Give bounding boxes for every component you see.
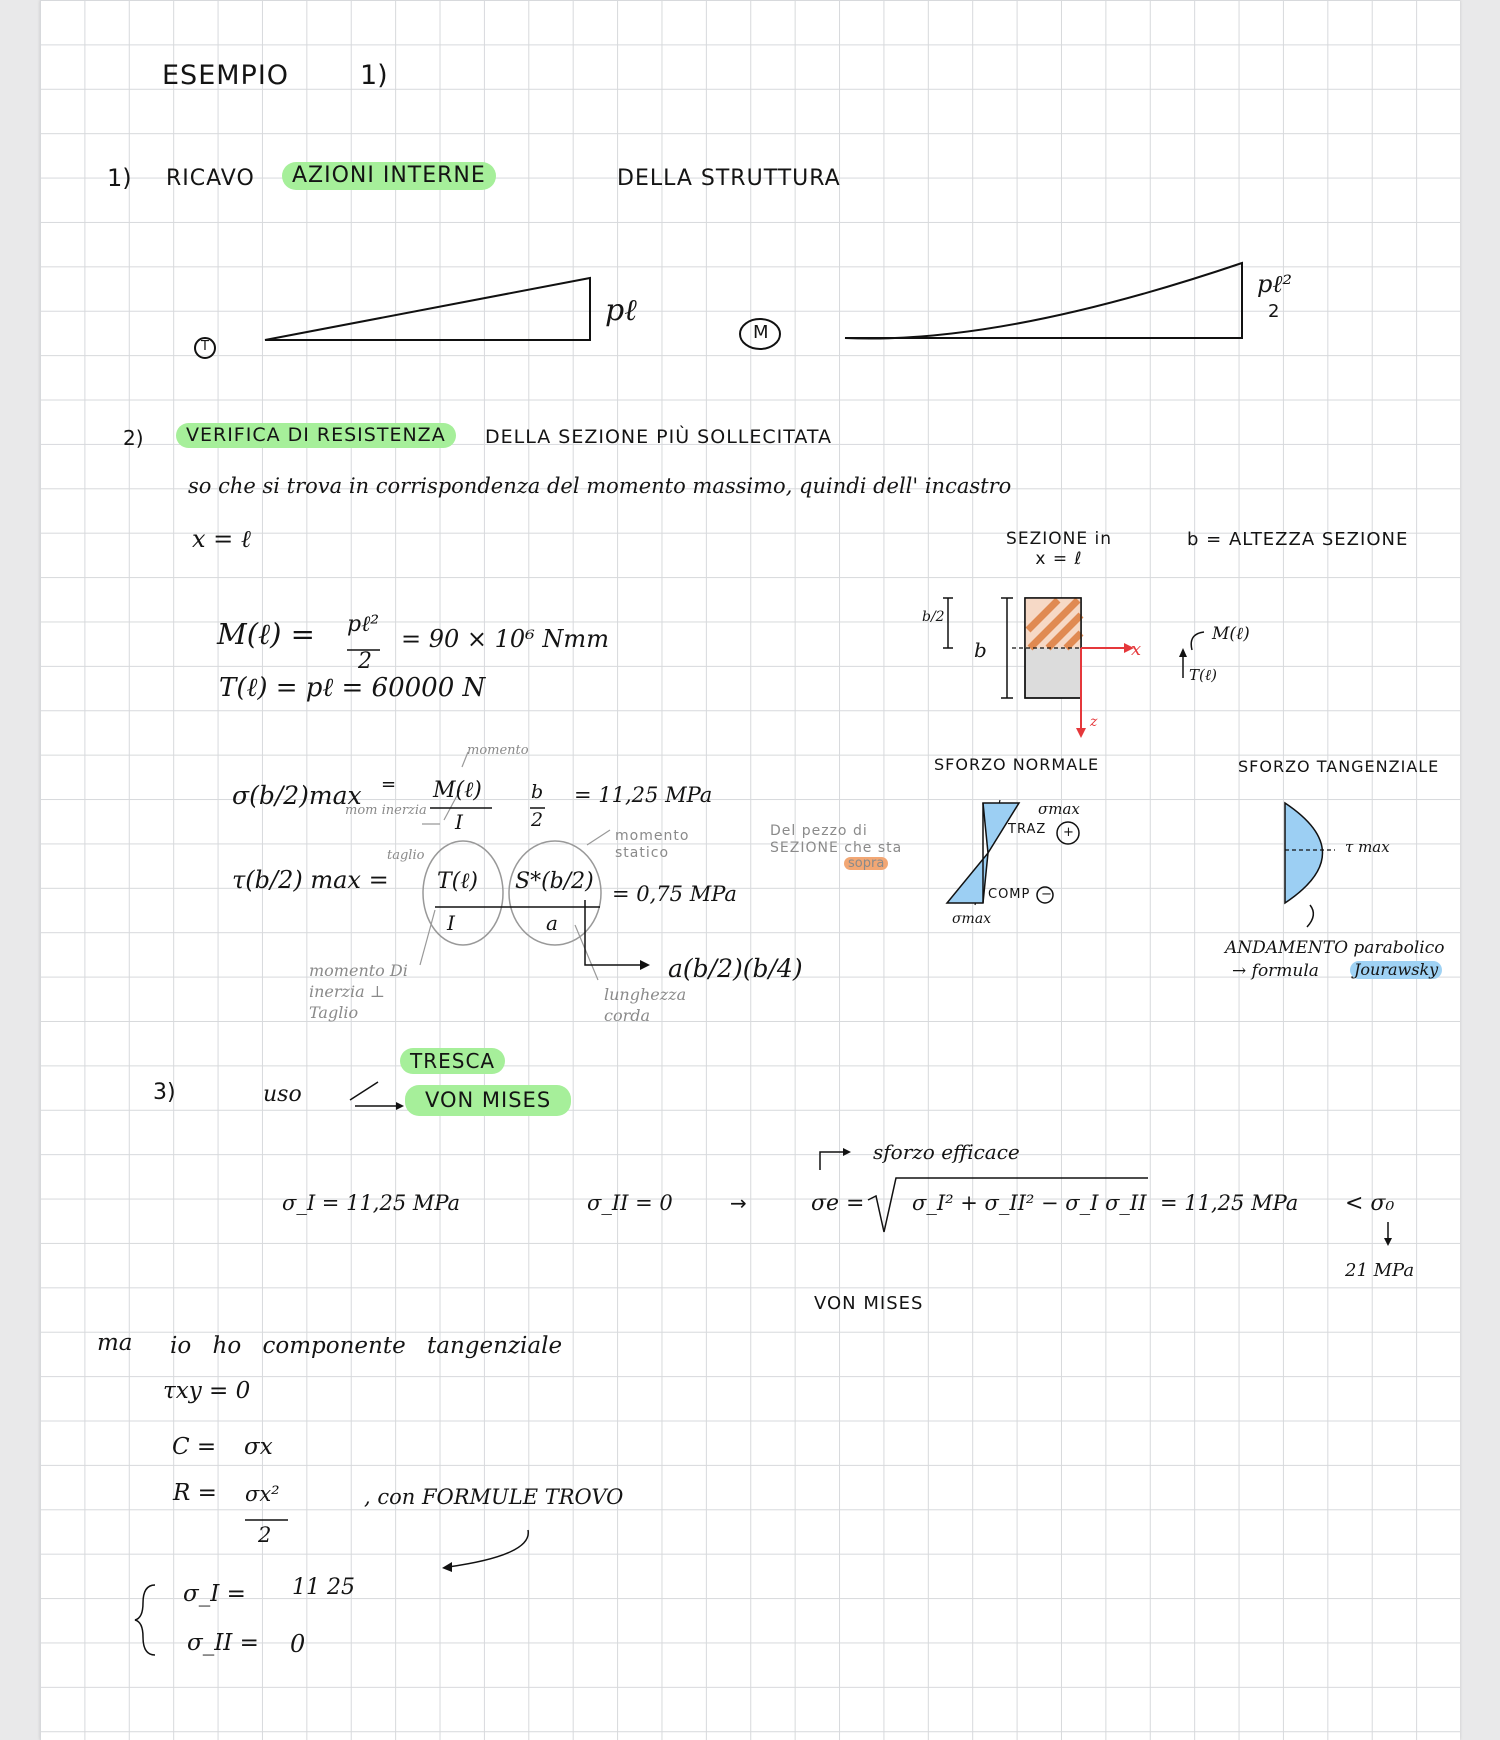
step3-number: 3)	[153, 1080, 176, 1105]
x-equals-l: x = ℓ	[192, 525, 251, 553]
axis-x-label: x	[1131, 639, 1142, 660]
step1-text-post: DELLA STRUTTURA	[617, 166, 841, 191]
tau-max-label: τ max	[1345, 838, 1390, 856]
tau-xy: τxy = 0	[163, 1378, 251, 1404]
normal-stress-title: SFORZO NORMALE	[934, 755, 1100, 774]
step1-number: 1)	[107, 164, 132, 192]
shear-value: pℓ	[605, 293, 637, 328]
step1-text-pre: RICAVO	[166, 166, 255, 191]
sigma-max-bottom: σmax	[952, 911, 992, 927]
moment-label: M	[753, 322, 769, 343]
step2-number: 2)	[123, 426, 144, 450]
note-sopra: sopra	[844, 857, 888, 870]
minus-sign: −	[1041, 887, 1052, 902]
ma-label: ma	[97, 1330, 133, 1356]
step2-line2: so che si trova in corrispondenza del momento massimo, quindi dell' incastro	[188, 474, 1012, 498]
system-sigma-II: σ_II =	[187, 1630, 259, 1656]
system-sigma-I-value: 11 25	[292, 1575, 355, 1600]
sigma-factor-num: b	[531, 781, 544, 803]
tau-den1: I	[447, 911, 455, 935]
note-pezzo: Del pezzo di SEZIONE che sta	[770, 823, 903, 856]
sigma-max-top: σmax	[1038, 800, 1080, 818]
sigma-I-equation: σ_I = 11,25 MPa	[282, 1191, 461, 1215]
b-label: b	[974, 638, 987, 662]
parabolic-note: ANDAMENTO parabolico	[1225, 938, 1445, 958]
step2-text-post: DELLA SEZIONE PIÙ SOLLECITATA	[485, 426, 833, 448]
note-inerzia-taglio: momento Di inerzia ⊥ Taglio	[309, 961, 408, 1022]
tau-formula: a(b/2)(b/4)	[668, 954, 803, 983]
note-statico: momento statico	[615, 828, 690, 861]
step1-highlight: AZIONI INTERNE	[282, 162, 496, 190]
implies-arrow: →	[730, 1191, 747, 1215]
sigma-II-equation: σ_II = 0	[587, 1191, 673, 1215]
t-line: T(ℓ) = pℓ = 60000 N	[219, 673, 486, 703]
sqrt-radicand: σ_I² + σ_II² − σ_I σ_II	[912, 1191, 1147, 1215]
system-brace	[135, 1585, 155, 1655]
section-title: SEZIONE in x = ℓ	[1006, 529, 1112, 569]
von-mises-label: VON MISES	[814, 1293, 924, 1314]
lt-sigma0: < σ₀	[1345, 1191, 1395, 1216]
normal-stress-compression	[947, 853, 988, 903]
note-mom-inerzia: mom inerzia	[345, 803, 427, 818]
sigma-factor-den: 2	[531, 809, 544, 831]
tau-lhs: τ(b/2) max =	[232, 866, 389, 894]
tangential-stress-diagram	[1285, 803, 1323, 903]
comp-label: COMP	[988, 887, 1031, 902]
plus-sign: +	[1063, 825, 1074, 840]
tresca-highlight: TRESCA	[400, 1048, 505, 1074]
sigma-e-lhs: σe =	[811, 1191, 865, 1216]
sigma-eq: =	[381, 774, 397, 795]
moment-diagram	[845, 263, 1242, 339]
m-lhs: M(ℓ) =	[217, 617, 315, 651]
sigma-result: = 11,25 MPa	[574, 783, 713, 807]
tau-den2: a	[546, 911, 558, 935]
m-frac-num: pℓ²	[347, 612, 380, 637]
sigma-lhs: σ(b/2)max	[232, 781, 362, 810]
m-frac-den: 2	[358, 649, 372, 674]
jourawsky-label: Jourawsky	[1350, 961, 1442, 979]
m-rhs: = 90 × 10⁶ Nmm	[401, 625, 609, 653]
con-formule: , con FORMULE TROVO	[364, 1485, 624, 1509]
sigma0-value: 21 MPa	[1345, 1260, 1415, 1281]
title-number: 1)	[360, 60, 388, 91]
axis-z-label: z	[1090, 714, 1098, 730]
tau-num1: T(ℓ)	[437, 869, 479, 894]
c-equals: C =	[172, 1434, 217, 1460]
efficace-note: sforzo efficace	[873, 1140, 1020, 1164]
r-equals: R =	[173, 1480, 217, 1506]
shear-symbol-label: T(ℓ)	[1189, 666, 1217, 684]
r-denominator: 2	[258, 1523, 272, 1547]
half-b-label: b/2	[922, 609, 945, 625]
moment-symbol-label: M(ℓ)	[1212, 624, 1250, 644]
note-momento: momento	[467, 743, 529, 758]
moment-symbol	[1191, 632, 1204, 650]
tangential-stress-title: SFORZO TANGENZIALE	[1238, 757, 1440, 776]
b-definition: b = ALTEZZA SEZIONE	[1187, 529, 1409, 550]
moment-value-den: 2	[1268, 301, 1280, 322]
tau-num2: S*(b/2)	[515, 869, 594, 894]
r-numerator: σx²	[245, 1482, 280, 1506]
sigma-num: M(ℓ)	[433, 778, 482, 803]
sigma-e-result: = 11,25 MPa	[1160, 1191, 1299, 1215]
page-title: ESEMPIO	[162, 60, 290, 91]
shear-diagram	[265, 278, 590, 340]
shear-label: T	[201, 339, 209, 354]
c-value: σx	[244, 1434, 273, 1460]
uso-label: uso	[263, 1082, 302, 1107]
sigma-den: I	[455, 810, 463, 834]
tau-result: = 0,75 MPa	[612, 882, 737, 906]
formula-note: → formula	[1232, 961, 1319, 981]
moment-value-num: pℓ²	[1257, 270, 1292, 298]
system-sigma-II-value: 0	[290, 1630, 306, 1658]
bottom-line1: io ho componente tangenziale	[170, 1333, 563, 1359]
von-mises-highlight: VON MISES	[405, 1085, 571, 1116]
traz-label: TRAZ	[1008, 822, 1047, 837]
note-corda: lunghezza corda	[604, 985, 687, 1025]
note-taglio: taglio	[387, 848, 425, 863]
system-sigma-I: σ_I =	[183, 1581, 246, 1607]
step2-highlight: VERIFICA DI RESISTENZA	[176, 423, 456, 448]
